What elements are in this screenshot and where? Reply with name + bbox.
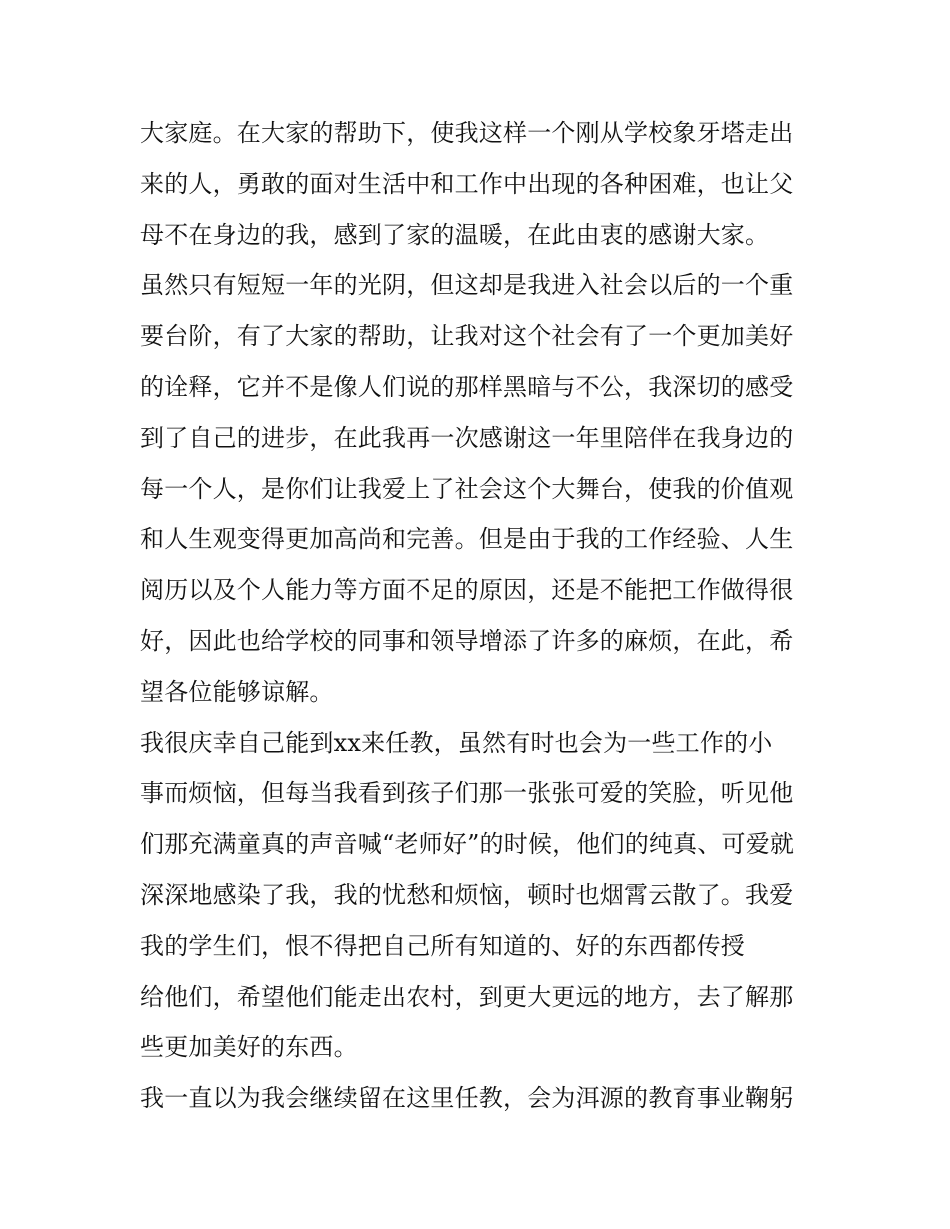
- text-line: 的诠释，它并不是像人们说的那样黑暗与不公，我深切的感受: [140, 372, 794, 401]
- body-text: [140, 108, 820, 1124]
- text-line: 母不在身边的我，感到了家的温暖，在此由衷的感谢大家。: [140, 220, 770, 249]
- text-line: 些更加美好的东西。: [140, 1033, 358, 1062]
- text-line: 来的人，勇敢的面对生活中和工作中出现的各种困难，也让父: [140, 169, 794, 198]
- text-line: 和人生观变得更加高尚和完善。但是由于我的工作经验、人生: [140, 525, 794, 554]
- text-line: 每一个人，是你们让我爱上了社会这个大舞台，使我的价值观: [140, 474, 794, 503]
- text-line: 我很庆幸自己能到xx来任教，虽然有时也会为一些工作的小: [140, 728, 773, 757]
- text-line: 好，因此也给学校的同事和领导增添了许多的麻烦，在此，希: [140, 626, 794, 655]
- text-line: 虽然只有短短一年的光阴，但这却是我进入社会以后的一个重: [140, 271, 794, 300]
- text-line: 我的学生们，恨不得把自己所有知道的、好的东西都传授: [140, 931, 745, 960]
- text-line: 大家庭。在大家的帮助下，使我这样一个刚从学校象牙塔走出: [140, 119, 794, 147]
- text-line: 阅历以及个人能力等方面不足的原因，还是不能把工作做得很: [140, 576, 794, 605]
- text-line: 要台阶，有了大家的帮助，让我对这个社会有了一个更加美好: [140, 322, 794, 351]
- text-line: 望各位能够谅解。: [140, 677, 334, 706]
- text-line: 事而烦恼，但每当我看到孩子们那一张张可爱的笑脸，听见他: [140, 779, 794, 808]
- text-line: 我一直以为我会继续留在这里任教，会为洱源的教育事业鞠躬: [140, 1084, 794, 1113]
- text-line: 给他们，希望他们能走出农村，到更大更远的地方，去了解那: [140, 982, 794, 1011]
- text-line: 们那充满童真的声音喊“老师好”的时候，他们的纯真、可爱就: [140, 830, 795, 859]
- text-line: 深深地感染了我，我的忧愁和烦恼，顿时也烟霄云散了。我爱: [140, 880, 794, 909]
- text-line: 到了自己的进步，在此我再一次感谢这一年里陪伴在我身边的: [140, 423, 794, 452]
